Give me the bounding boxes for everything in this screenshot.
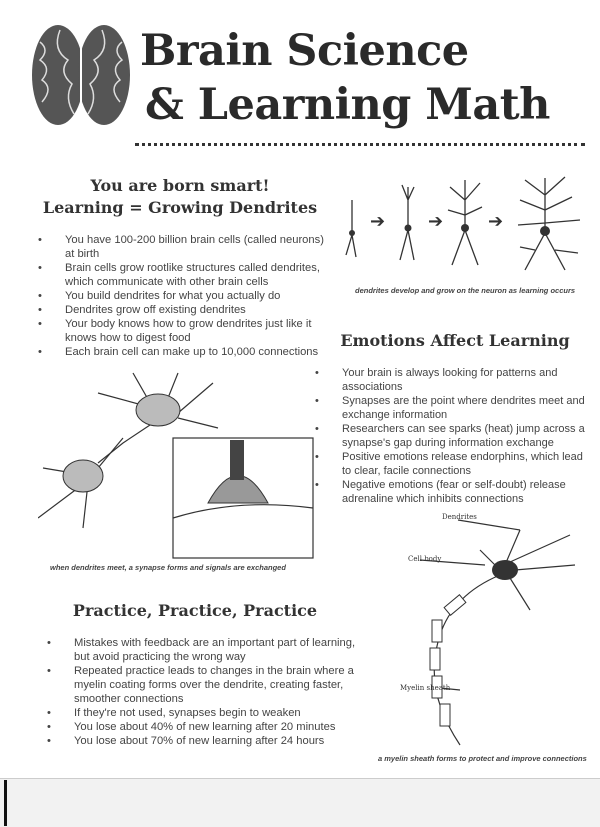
dendrite-growth-illustration xyxy=(340,175,590,280)
label-dendrites: Dendrites xyxy=(442,513,477,521)
list-item: • Repeated practice leads to changes in the brain where a myelin coating forms over the dendrite, creating faster, smoother connections xyxy=(47,664,365,706)
list-item: • Each brain cell can make up to 10,000 connections xyxy=(38,345,330,359)
title-line-1: Brain Science xyxy=(140,26,469,76)
svg-text:➔: ➔ xyxy=(370,211,386,232)
svg-text:➔: ➔ xyxy=(428,211,444,232)
list-item: • Your brain is always looking for patterns and associations xyxy=(315,366,595,394)
heading-growing-dendrites: Learning = Growing Dendrites xyxy=(42,198,318,217)
list-item: • If they're not used, synapses begin to weaken xyxy=(47,706,365,720)
label-cell-body: Cell body xyxy=(408,555,442,563)
list-item: • Positive emotions release endorphins, which lead to clear, facile connections xyxy=(315,450,595,478)
scan-mark xyxy=(4,780,7,826)
heading-emotions: Emotions Affect Learning xyxy=(340,331,570,350)
list-item: • You lose about 40% of new learning after 20 minutes xyxy=(47,720,365,734)
dendrite-caption: dendrites develop and grow on the neuron as learning occurs xyxy=(355,286,576,295)
section-practice xyxy=(25,600,365,748)
list-item: • Your body knows how to grow dendrites just like it knows how to digest food xyxy=(38,317,330,345)
section-emotions xyxy=(315,330,595,506)
synapse-caption: when dendrites meet, a synapse forms and signals are exchanged xyxy=(50,563,286,572)
list-item: • Brain cells grow rootlike structures called dendrites, which communicate with other brain cells xyxy=(38,261,330,289)
section-born-smart xyxy=(30,175,330,359)
list-item: • Synapses are the point where dendrites meet and exchange information xyxy=(315,394,595,422)
dotted-divider xyxy=(135,143,585,146)
synapse-illustration xyxy=(38,368,323,563)
myelin-caption: a myelin sheath forms to protect and improve connections xyxy=(378,754,587,763)
svg-text:➔: ➔ xyxy=(488,211,504,232)
list-item: • You lose about 70% of new learning after 24 hours xyxy=(47,734,365,748)
list-item: • You build dendrites for what you actually do xyxy=(38,289,330,303)
brain-illustration xyxy=(30,22,132,128)
list-item: • Dendrites grow off existing dendrites xyxy=(38,303,330,317)
list-item: • Researchers can see sparks (heat) jump across a synapse's gap during information exchange xyxy=(315,422,595,450)
list-item: • Mistakes with feedback are an important part of learning, but avoid practicing the wrong way xyxy=(47,636,365,664)
myelin-neuron-illustration xyxy=(380,510,590,755)
heading-practice: Practice, Practice, Practice xyxy=(72,601,318,620)
list-item: • You have 100-200 billion brain cells (called neurons) at birth xyxy=(38,233,330,261)
heading-born-smart: You are born smart! xyxy=(90,176,270,195)
label-myelin-sheath: Myelin sheath xyxy=(400,684,451,692)
scan-bottom-edge xyxy=(0,778,600,827)
list-item: • Negative emotions (fear or self-doubt) release adrenaline which inhibits connections xyxy=(315,478,595,506)
title-line-2: & Learning Math xyxy=(145,80,550,130)
